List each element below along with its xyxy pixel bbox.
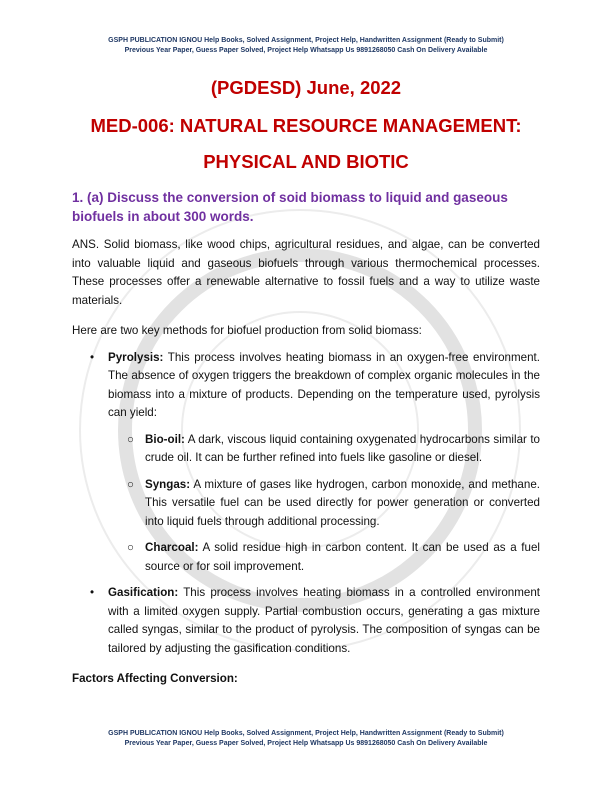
product-charcoal: [127, 539, 540, 576]
desc: A dark, viscous liquid containing oxygenated hydrocarbons similar to crude oil. It can be further refined into fuels like gasoline or diesel.: [145, 432, 540, 464]
course-subtitle: PHYSICAL AND BIOTIC: [203, 151, 409, 172]
term: Bio-oil:: [145, 432, 185, 446]
footer-line-1: GSPH PUBLICATION IGNOU Help Books, Solved Assignment, Project Help, Handwritten Assignment (Ready to Submit): [108, 729, 504, 737]
page-header: [32, 36, 580, 56]
term: Charcoal:: [145, 541, 199, 554]
answer-intro: ANS. Solid biomass, like wood chips, agricultural residues, and algae, can be converted into valuable liquid and gaseous biofuels through various thermochemical processes. These processes offer a renewable alternative to fossil fuels and a way to utilize waste materials.: [72, 238, 540, 307]
method-pyrolysis: [90, 349, 540, 423]
bullet-icon: •: [90, 586, 95, 599]
product-bio-oil: [127, 431, 540, 468]
term: Syngas:: [145, 477, 191, 491]
desc: A mixture of gases like hydrogen, carbon monoxide, and methane. This versatile fuel can be used directly for power generation or converted into liquid fuels through additional processing.: [145, 477, 540, 528]
header-line-1: GSPH PUBLICATION IGNOU Help Books, Solved Assignment, Project Help, Handwritten Assignment (Ready to Submit): [108, 37, 504, 44]
footer-line-2: Previous Year Paper, Guess Paper Solved, Project Help Whatsapp Us 9891268050 Cash On Delivery Available: [124, 739, 488, 747]
desc: This process involves heating biomass in an oxygen-free environment. The absence of oxygen triggers the breakdown of complex organic molecules in the biomass into a mixture of products. Depending on the temperature used, pyrolysis can yield:: [108, 350, 540, 419]
methods-intro: Here are two key methods for biofuel production from solid biomass:: [72, 324, 422, 337]
product-syngas: [127, 476, 540, 532]
method-gasification: [90, 584, 540, 658]
term: Pyrolysis:: [108, 350, 164, 364]
circle-bullet-icon: ○: [127, 541, 135, 554]
circle-bullet-icon: ○: [127, 477, 135, 491]
question-heading: 1. (a) Discuss the conversion of soid biomass to liquid and gaseous biofuels in about 300 words.: [72, 190, 508, 224]
course-title: MED-006: NATURAL RESOURCE MANAGEMENT:: [90, 115, 522, 136]
desc: A solid residue high in carbon content. It can be used as a fuel source or for soil improvement.: [145, 541, 540, 573]
bullet-icon: •: [90, 350, 95, 364]
term: Gasification:: [108, 586, 179, 599]
circle-bullet-icon: ○: [127, 432, 135, 446]
factors-heading: Factors Affecting Conversion:: [72, 672, 238, 685]
page-footer: [32, 729, 580, 749]
header-line-2: Previous Year Paper, Guess Paper Solved, Project Help Whatsapp Us 9891268050 Cash On Delivery Available: [124, 47, 488, 54]
exam-title: (PGDESD) June, 2022: [210, 77, 402, 98]
desc: This process involves heating biomass in a controlled environment with a limited oxygen supply. Partial combustion occurs, generating a gas mixture called syngas, similar to the product of pyrolysis. The composition of syngas can be tailored by adjusting the gasification conditions.: [108, 586, 540, 655]
